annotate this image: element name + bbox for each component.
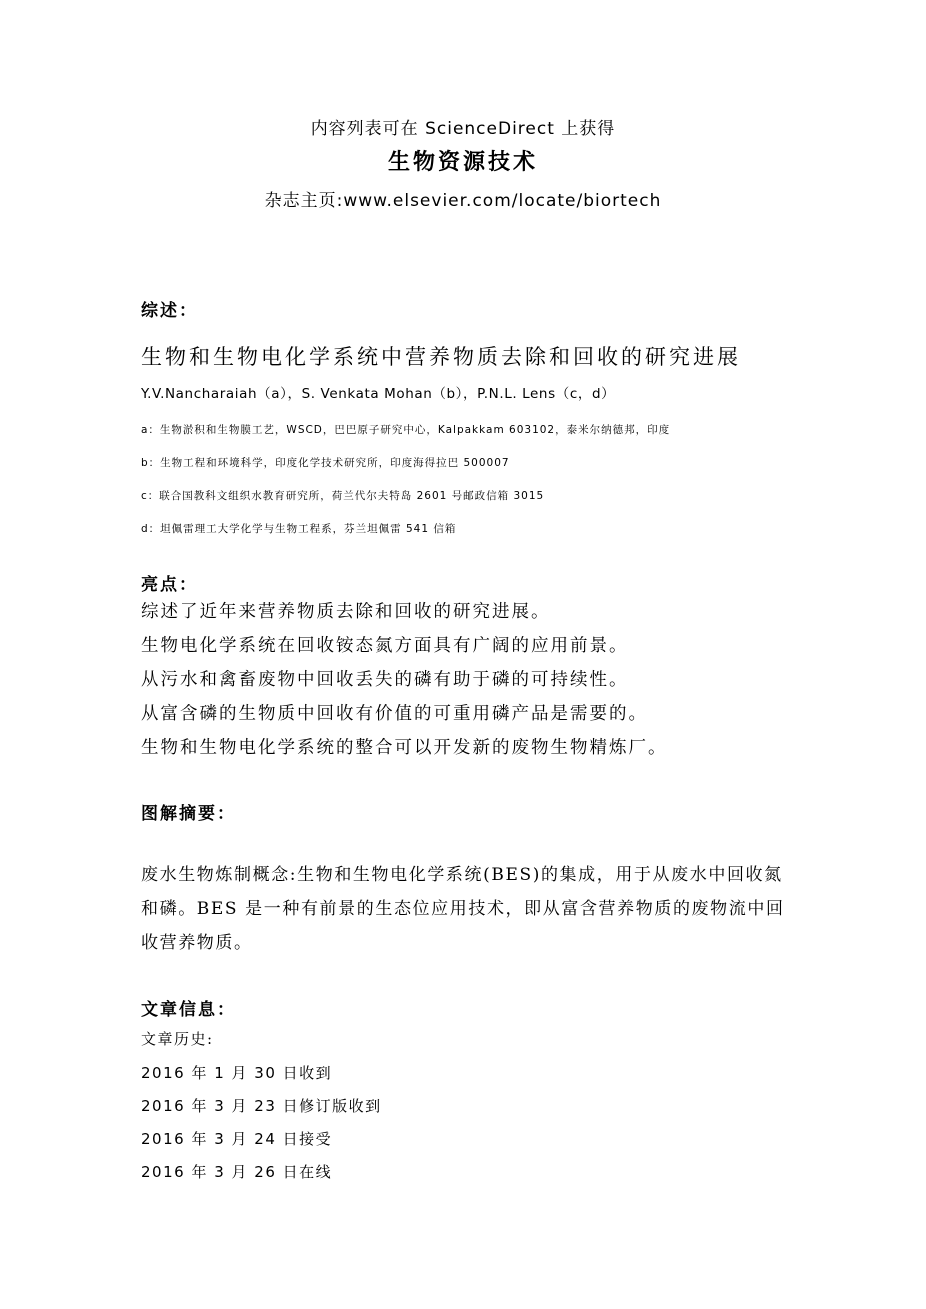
history-received: 2016 年 1 月 30 日收到 (141, 1064, 333, 1082)
contents-availability-line: 内容列表可在 ScienceDirect 上获得 (310, 119, 616, 139)
highlight-item: 综述了近年来营养物质去除和回收的研究进展。 (141, 602, 551, 622)
affiliation-d: d：坦佩雷理工大学化学与生物工程系，芬兰坦佩雷 541 信箱 (141, 523, 457, 535)
highlight-item: 从污水和禽畜废物中回收丢失的磷有助于磷的可持续性。 (141, 670, 629, 690)
graphical-abstract-label: 图解摘要： (141, 804, 236, 824)
affiliation-b: b：生物工程和环境科学，印度化学技术研究所，印度海得拉巴 500007 (141, 457, 510, 469)
highlight-item: 生物电化学系统在回收铵态氮方面具有广阔的应用前景。 (141, 636, 629, 656)
article-history-label: 文章历史: (141, 1030, 214, 1048)
highlight-item: 生物和生物电化学系统的整合可以开发新的废物生物精炼厂。 (141, 738, 668, 758)
history-online: 2016 年 3 月 26 日在线 (141, 1163, 333, 1181)
article-info-label: 文章信息： (141, 1000, 236, 1020)
affiliation-c: c：联合国教科文组织水教育研究所，荷兰代尔夫特岛 2601 号邮政信箱 3015 (141, 490, 545, 502)
review-label: 综述： (141, 301, 198, 321)
highlight-item: 从富含磷的生物质中回收有价值的可重用磷产品是需要的。 (141, 704, 648, 724)
journal-title: 生物资源技术 (387, 150, 538, 175)
journal-homepage[interactable]: 杂志主页:www.elsevier.com/locate/biortech (264, 191, 662, 211)
history-revised: 2016 年 3 月 23 日修订版收到 (141, 1097, 382, 1115)
author-list: Y.V.Nancharaiah（a），S. Venkata Mohan（b），P.N.L. Lens（c，d） (141, 386, 616, 402)
history-accepted: 2016 年 3 月 24 日接受 (141, 1130, 333, 1148)
article-title: 生物和生物电化学系统中营养物质去除和回收的研究进展 (141, 345, 741, 369)
affiliation-a: a：生物淤积和生物膜工艺，WSCD，巴巴原子研究中心，Kalpakkam 603102，泰米尔纳德邦，印度 (141, 424, 671, 436)
highlights-label: 亮点： (141, 575, 198, 595)
graphical-abstract-text: 废水生物炼制概念:生物和生物电化学系统(BES)的集成，用于从废水中回收氮和磷。BES 是一种有前景的生态位应用技术，即从富含营养物质的废物流中回收营养物质。 (141, 865, 785, 953)
